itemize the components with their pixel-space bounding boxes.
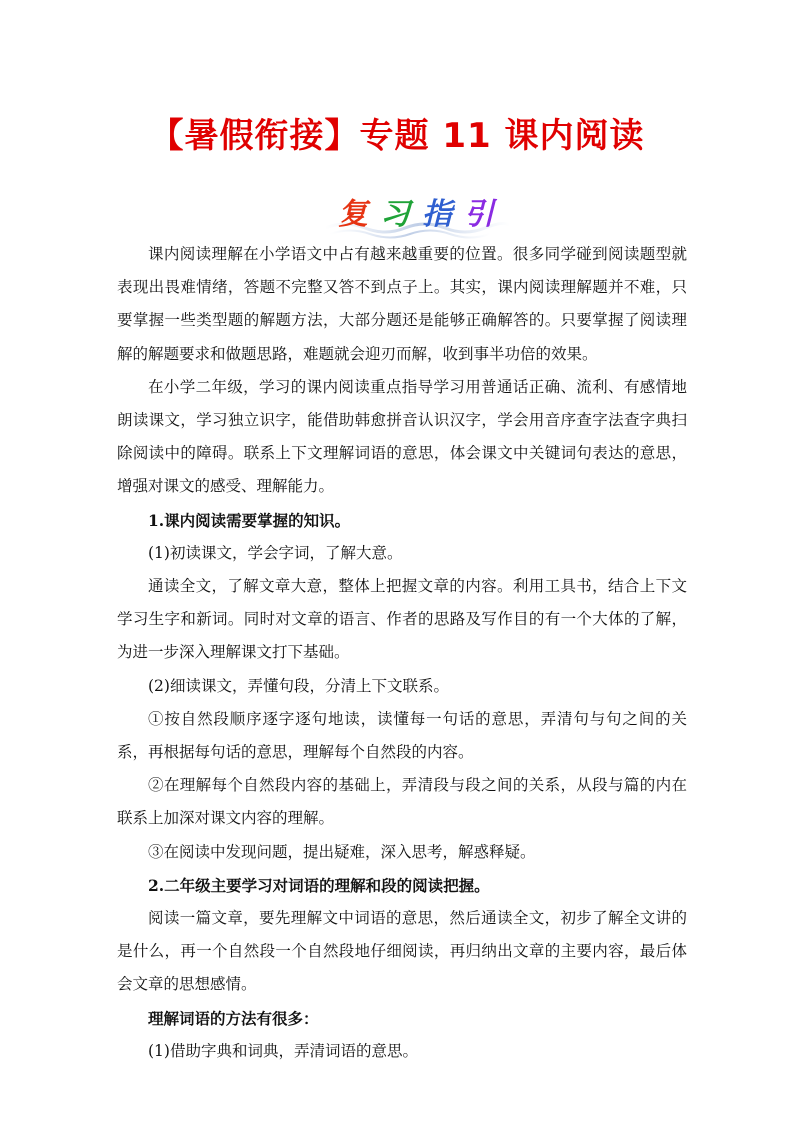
section-heading: 1.课内阅读需要掌握的知识。	[148, 510, 351, 530]
body-paragraph: ②在理解每个自然段内容的基础上，弄清段与段之间的关系，从段与篇的内在联系上加深对课文内容的理解。	[117, 776, 687, 828]
body-paragraph: 通读全文，了解文章大意，整体上把握文章的内容。利用工具书，结合上下文学习生字和新词。同时对文章的语言、作者的思路及写作目的有一个大体的了解，为进一步深入理解课文打下基础。	[117, 577, 687, 662]
banner-char: 复	[338, 197, 368, 232]
review-guide-banner	[320, 190, 510, 240]
body-paragraph: 阅读一篇文章，要先理解文中词语的意思，然后通读全文，初步了解全文讲的是什么，再一个自然段一个自然段地仔细阅读，再归纳出文章的主要内容，最后体会文章的思想感情。	[117, 909, 687, 994]
banner-char: 指	[422, 197, 452, 232]
body-paragraph: (1)初读课文，学会字词，了解大意。	[148, 543, 403, 562]
section-heading: 2.二年级主要学习对词语的理解和段的阅读把握。	[148, 875, 490, 895]
document-title: 【暑假衔接】专题 11 课内阅读	[149, 116, 645, 156]
document-body	[117, 238, 687, 1068]
body-paragraph: ③在阅读中发现问题，提出疑难，深入思考，解惑释疑。	[148, 842, 536, 861]
banner-char: 引	[464, 197, 494, 232]
body-paragraph: 课内阅读理解在小学语文中占有越来越重要的位置。很多同学碰到阅读题型就表现出畏难情绪，答题不完整又答不到点子上。其实，课内阅读理解题并不难，只要掌握一些类型题的解题方法，大部分题还是能够正确解答的。只要掌握了阅读理解的解题要求和做题思路，难题就会迎刃而解，收到事半功倍的效果。	[117, 245, 687, 363]
body-paragraph: ①按自然段顺序逐字逐句地读，读懂每一句话的意思，弄清句与句之间的关系，再根据每句话的意思，理解每个自然段的内容。	[117, 709, 687, 762]
body-paragraph: (1)借助字典和词典，弄清词语的意思。	[148, 1041, 418, 1060]
body-paragraph: 在小学二年级，学习的课内阅读重点指导学习用普通话正确、流利、有感情地朗读课文，学习独立识字，能借助韩愈拼音认识汉字，学会用音序查字法查字典扫除阅读中的障碍。联系上下文理解词语的意思，体会课文中关键词句表达的意思，增强对课文的感受、理解能力。	[117, 377, 687, 496]
body-paragraph: (2)细读课文，弄懂句段，分清上下文联系。	[148, 676, 449, 695]
section-heading: 理解词语的方法有很多：	[148, 1008, 319, 1028]
banner-char: 习	[380, 197, 410, 232]
